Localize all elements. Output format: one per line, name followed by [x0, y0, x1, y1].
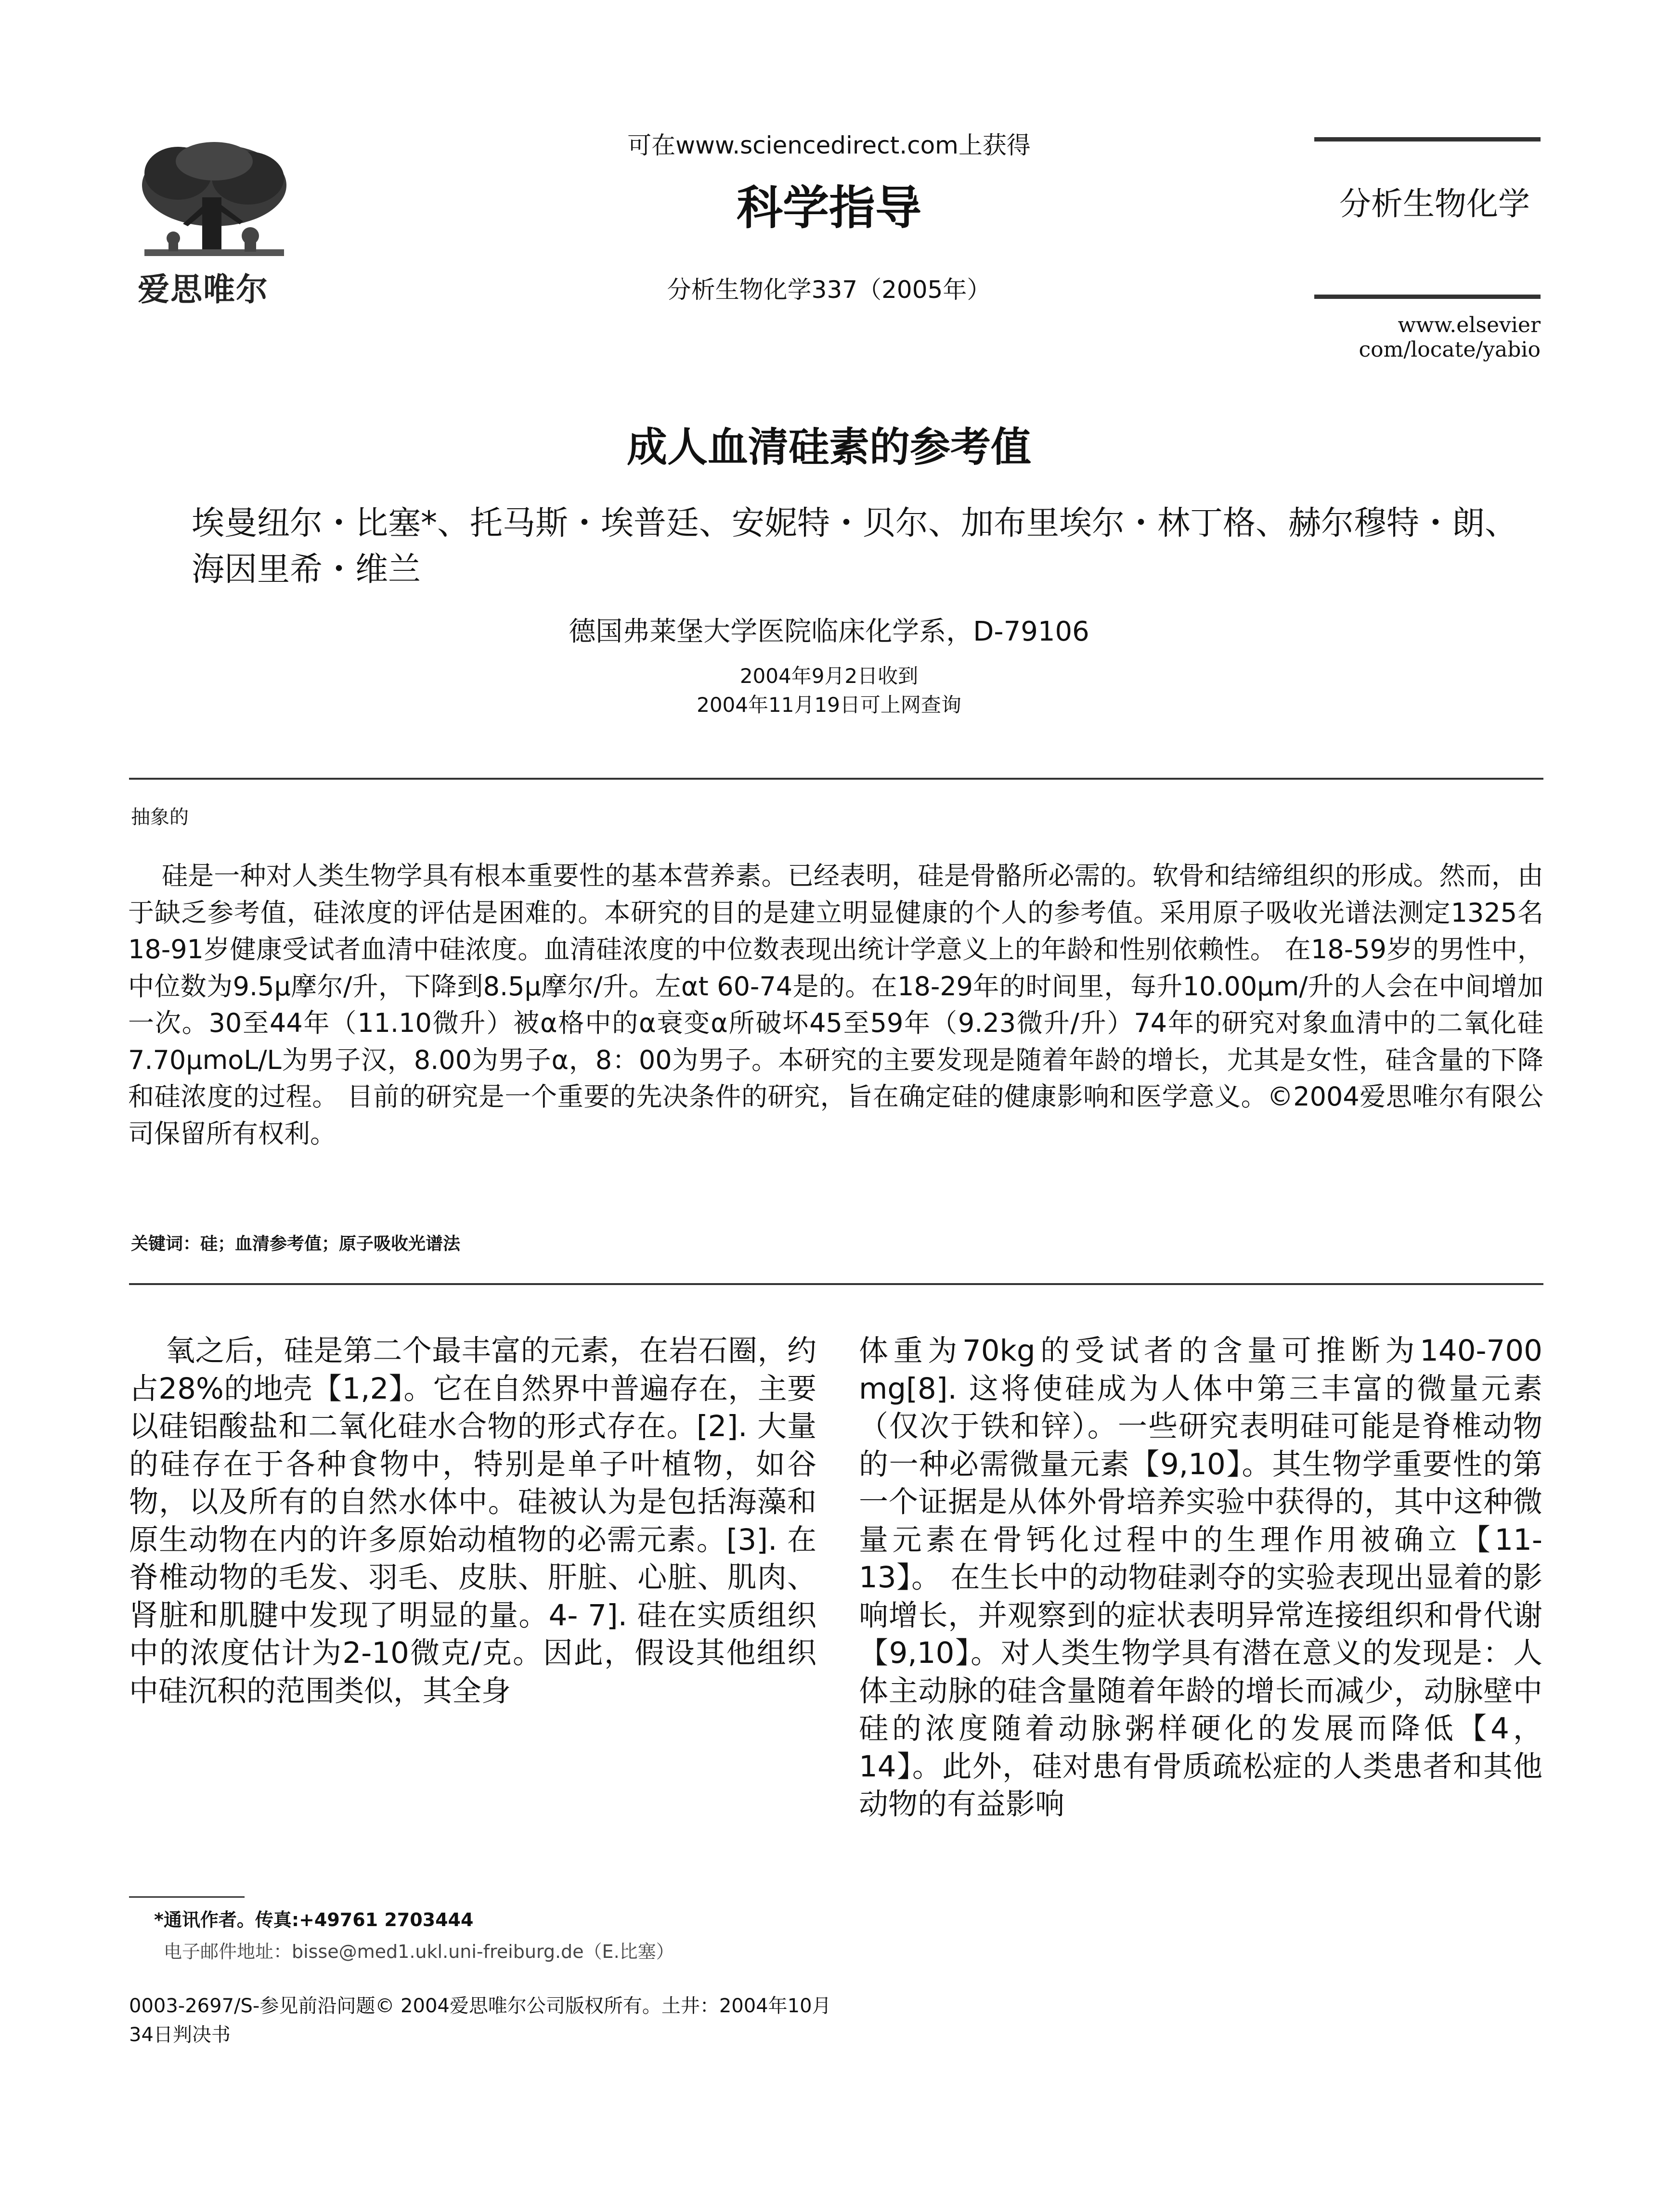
- abstract-rule-bottom: [129, 1283, 1543, 1285]
- keywords: 关键词：硅；血清参考值；原子吸收光谱法: [131, 1234, 461, 1254]
- email-footnote: 电子邮件地址：bisse@med1.ukl.uni-freiburg.de（E.比塞）: [164, 1941, 674, 1962]
- abstract-body: 硅是一种对人类生物学具有根本重要性的基本营养素。已经表明，硅是骨骼所必需的。软骨和结缔组织的形成。然而，由于缺乏参考值，硅浓度的评估是困难的。本研究的目的是建立明显健康的个人的参考值。采用原子吸收光谱法测定1325名18-91岁健康受试者血清中硅浓度。血清硅浓度的中位数表现出统计学意义上的年龄和性别依赖性。 在18-59岁的男性中，中位数为9.5μ摩尔/升，下降到8.5μ摩尔/升。左αt 60-74是的。在18-29年的时间里，每升10.00μm/升的人会在中间增加一次。30至44年（11.10微升）被α格中的α衰变α所破坏45至59年（9.23微升/升）74年的研究对象血清中的二氧化硅7.70μmoL/L为男子汉，8.00为男子α，8：00为男子。本研究的主要发现是随着年龄的增长，尤其是女性，硅含量的下降和硅浓度的过程。 目前的研究是一个重要的先决条件的研究，旨在确定硅的健康影响和医学意义。©2004爱思唯尔有限公司保留所有权利。: [128, 861, 1543, 1149]
- body-column-right: 体重为70kg的受试者的含量可推断为140-700 mg[8]. 这将使硅成为人体中第三丰富的微量元素（仅次于铁和锌）。一些研究表明硅可能是脊椎动物的一种必需微量元素【9,10】。其生物学重要性的第一个证据是从体外骨培养实验中获得的，其中这种微量元素在骨钙化过程中的生理作用被确立【11-13】。 在生长中的动物硅剥夺的实验表现出显着的影响增长，并观察到的症状表明异常连接组织和骨代谢【9,10】。对人类生物学具有潜在意义的发现是：人体主动脉的硅含量随着年龄的增长而减少，动脉壁中硅的浓度随着动脉粥样硬化的发展而降低【4，14】。此外，硅对患有骨质疏松症的人类患者和其他动物的有益影响: [859, 1334, 1542, 1821]
- journal-citation: 分析生物化学337（2005年）: [667, 276, 991, 304]
- article-title: 成人血清硅素的参考值: [626, 424, 1031, 471]
- affiliation: 德国弗莱堡大学医院临床化学系，D-79106: [569, 616, 1089, 647]
- brand-title: 科学指导: [737, 181, 921, 235]
- copyright-notice: 0003-2697/S-参见前沿问题© 2004爱思唯尔公司版权所有。土井：2004年10月34日判决书: [129, 1995, 831, 2046]
- received-date: 2004年9月2日收到: [739, 664, 919, 688]
- journal-url-link[interactable]: www.elsevier com/locate/yabio: [1359, 313, 1541, 362]
- abstract-rule-top: [129, 778, 1543, 780]
- online-date: 2004年11月19日可上网查询: [697, 693, 961, 717]
- body-column-left: 氧之后，硅是第二个最丰富的元素，在岩石圈，约占28%的地壳【1,2】。它在自然界中普遍存在，主要以硅铝酸盐和二氧化硅水合物的形式存在。[2]. 大量的硅存在于各种食物中，特别是单子叶植物，如谷物，以及所有的自然水体中。硅被认为是包括海藻和原生动物在内的许多原始动植物的必需元素。[3]. 在脊椎动物的毛发、羽毛、皮肤、肝脏、心脏、肌肉、肾脏和肌腱中发现了明显的量。4- 7]. 硅在实质组织中的浓度估计为2-10微克/克。因此，假设其他组织中硅沉积的范围类似，其全身: [129, 1334, 816, 1708]
- author-list: 埃曼纽尔・比塞*、托马斯・埃普廷、安妮特・贝尔、加布里埃尔・林丁格、赫尔穆特・朗、海因里希・维兰: [192, 504, 1518, 589]
- footnote-rule: [129, 1896, 245, 1898]
- publisher-name: 爱思唯尔: [138, 271, 269, 308]
- availability-line: 可在www.sciencedirect.com上获得: [627, 131, 1031, 159]
- journal-title-rule-top: [1314, 137, 1541, 141]
- journal-title-rule-bottom: [1314, 295, 1541, 299]
- journal-title: 分析生物化学: [1339, 185, 1530, 222]
- abstract-heading: 抽象的: [131, 806, 189, 828]
- correspondence-footnote: *通讯作者。传真:+49761 2703444: [154, 1909, 474, 1930]
